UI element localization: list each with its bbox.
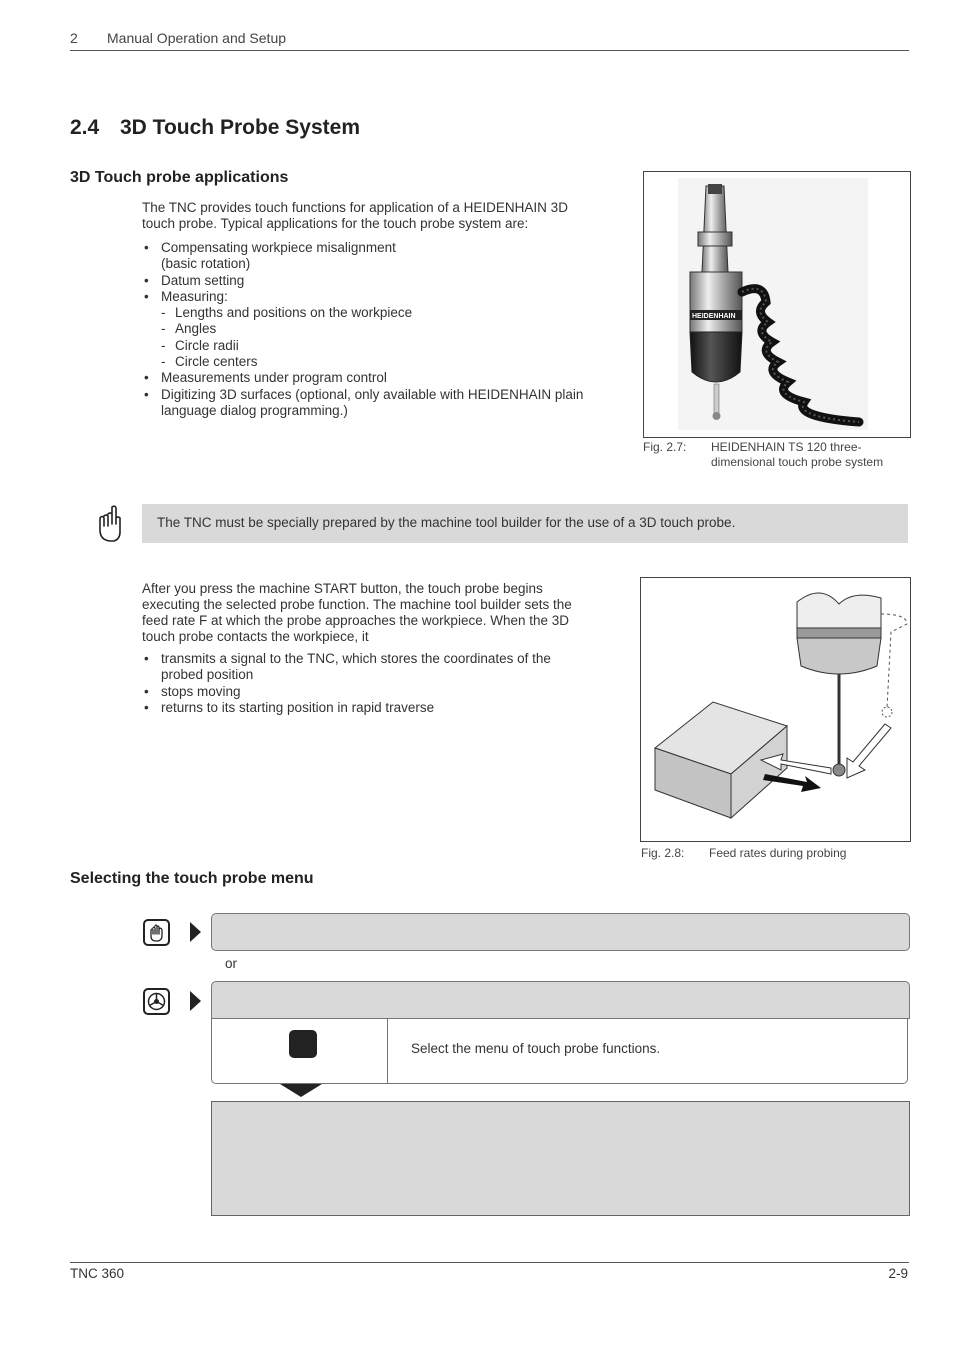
note-text: The TNC must be specially prepared by the machine tool builder for the use of a 3D touch probe. <box>157 515 736 530</box>
figure-2-7 <box>643 171 911 438</box>
list-item-text: Compensating workpiece misalignment <box>161 240 396 255</box>
list-item <box>142 370 622 386</box>
caption-line: dimensional touch probe system <box>711 455 884 469</box>
list-item <box>142 684 622 700</box>
applications-list <box>142 240 622 419</box>
list-item-text: transmits a signal to the TNC, which stores the coordinates of the <box>161 651 551 666</box>
screen-bar-manual <box>211 913 910 951</box>
probe-brand-label: HEIDENHAIN <box>692 313 736 320</box>
sub-item: - Circle radii <box>161 338 622 354</box>
hand-icon <box>145 921 168 944</box>
list-item-text: Measuring: <box>161 288 228 304</box>
section-title-text: 3D Touch Probe System <box>120 116 361 139</box>
touch-probe-menu-screen <box>211 1101 910 1216</box>
chapter-number: 2 <box>70 30 78 46</box>
intro-line: touch probe. Typical applications for the touch probe system are: <box>142 216 529 231</box>
touch-probe-photo <box>644 172 910 437</box>
probing-list <box>142 651 622 716</box>
footer-product: TNC 360 <box>70 1266 125 1281</box>
pointing-hand-icon <box>94 504 124 544</box>
touch-probe-key[interactable] <box>289 1030 317 1058</box>
section-title <box>70 116 360 140</box>
list-item-text: probed position <box>161 667 254 683</box>
menu-heading: Selecting the touch probe menu <box>70 870 314 887</box>
paragraph-line: executing the selected probe function. The machine tool builder sets the <box>142 597 572 612</box>
paragraph-line: After you press the machine START button, the touch probe begins <box>142 581 543 596</box>
feed-rate-diagram <box>641 578 910 841</box>
step-row <box>211 1019 908 1084</box>
manual-operation-key[interactable] <box>143 919 170 946</box>
figure-2-8-label: Fig. 2.8: <box>641 846 685 860</box>
list-item-text: Datum setting <box>161 272 245 288</box>
figure-2-8 <box>640 577 911 842</box>
list-item-text: (basic rotation) <box>161 256 251 272</box>
section-number: 2.4 <box>70 116 100 139</box>
list-item-text: language dialog programming.) <box>161 402 348 418</box>
footer-page-number: 2-9 <box>888 1266 908 1281</box>
figure-2-7-label: Fig. 2.7: <box>643 440 687 454</box>
list-item <box>142 387 622 420</box>
arrow-down-icon <box>280 1084 322 1097</box>
paragraph-line: touch probe contacts the workpiece, it <box>142 629 369 644</box>
handwheel-key[interactable] <box>143 988 170 1015</box>
arrow-right-icon <box>190 922 201 942</box>
screen-bar-handwheel <box>211 981 910 1019</box>
header-rule <box>70 50 909 51</box>
step-description: Select the menu of touch probe functions. <box>411 1041 661 1056</box>
list-item <box>142 651 622 684</box>
applications-intro <box>142 200 612 232</box>
handwheel-icon <box>145 990 168 1013</box>
list-item-text: stops moving <box>161 683 241 699</box>
list-item <box>142 240 622 273</box>
or-label: or <box>225 956 238 971</box>
caption-line: HEIDENHAIN TS 120 three- <box>711 440 862 454</box>
arrow-right-icon <box>190 991 201 1011</box>
figure-2-7-caption <box>711 440 909 470</box>
sub-item: - Lengths and positions on the workpiece <box>161 305 622 321</box>
sub-item: - Circle centers <box>161 354 622 370</box>
footer-rule <box>70 1262 909 1263</box>
list-item-text: Measurements under program control <box>161 370 387 386</box>
intro-line: The TNC provides touch functions for application of a HEIDENHAIN 3D <box>142 200 568 215</box>
list-item-text: returns to its starting position in rapid traverse <box>161 699 435 715</box>
measuring-sublist <box>161 305 622 370</box>
figure-2-8-caption: Feed rates during probing <box>709 846 847 860</box>
chapter-title: Manual Operation and Setup <box>107 30 287 46</box>
paragraph-line: feed rate F at which the probe approaches the workpiece. When the 3D <box>142 613 569 628</box>
list-item <box>142 700 622 716</box>
step-divider <box>387 1019 388 1083</box>
list-item-text: Digitizing 3D surfaces (optional, only available with HEIDENHAIN plain <box>161 386 584 402</box>
probing-paragraph <box>142 581 622 645</box>
sub-item: - Angles <box>161 321 622 337</box>
list-item <box>142 289 622 370</box>
applications-heading: 3D Touch probe applications <box>70 169 289 186</box>
list-item <box>142 273 622 289</box>
